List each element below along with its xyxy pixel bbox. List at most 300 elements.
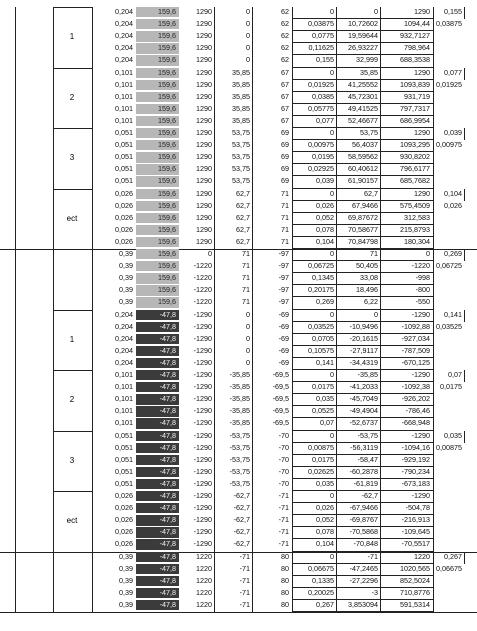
value-j-cell: 0 (426, 249, 430, 258)
table-row (0, 310, 477, 320)
value-i-cell: -61,819 (353, 478, 378, 488)
table-row (0, 394, 477, 404)
value-g-cell: 67 (281, 91, 289, 101)
thickness-cell: 0,026 (115, 515, 133, 525)
thickness-cell: 0,051 (115, 128, 133, 137)
value-j-cell: 852,5024 (400, 575, 430, 585)
summary-cell (434, 285, 464, 295)
value-g-cell: -69,5 (272, 418, 289, 428)
value-e-cell: -1220 (193, 285, 212, 295)
value-j-cell: -109,645 (401, 527, 430, 537)
sigma-cell: -47,8 (136, 346, 179, 356)
column-border (380, 249, 381, 310)
value-i-cell: -49,4904 (349, 406, 378, 416)
sigma-cell: 159,6 (136, 31, 179, 41)
value-i-cell: 3,853094 (348, 599, 378, 609)
value-f-cell: 62,7 (236, 212, 250, 222)
column-border (214, 128, 215, 189)
sigma-cell: 159,6 (136, 225, 179, 235)
thickness-cell: 0,101 (115, 67, 133, 77)
value-f-cell: 71 (242, 297, 250, 307)
sigma-cell: -47,8 (136, 358, 179, 368)
value-j-cell: -1094,16 (401, 442, 430, 452)
value-e-cell: -1290 (193, 527, 212, 537)
summary-cell (434, 455, 464, 465)
value-h-cell: 0,05775 (308, 103, 334, 113)
value-i-cell: 6,22 (364, 297, 378, 307)
table-row (0, 431, 477, 441)
sigma-cell: 159,6 (136, 189, 179, 199)
value-i-cell: 69,87672 (348, 212, 378, 222)
column-border (292, 189, 293, 250)
column-border (252, 189, 253, 250)
column-border (214, 68, 215, 129)
table-row (0, 346, 477, 356)
column-border (380, 128, 381, 189)
column-border (380, 310, 381, 371)
value-g-cell: -70 (278, 478, 289, 488)
value-i-cell: -70,848 (353, 539, 378, 549)
column-border (292, 68, 293, 129)
value-j-cell: -998 (415, 273, 430, 283)
column-border (336, 189, 337, 250)
value-g-cell: -71 (278, 527, 289, 537)
value-g-cell: -97 (278, 297, 289, 307)
sigma-cell: -47,8 (136, 443, 179, 453)
value-j-cell: 932,7127 (400, 31, 430, 41)
value-f-cell: -53,75 (229, 442, 250, 452)
sigma-cell: -47,8 (136, 310, 179, 320)
value-f-cell: 53,75 (232, 128, 250, 137)
value-h-cell: 0,078 (316, 527, 334, 537)
value-i-cell: 19,59644 (348, 31, 378, 41)
value-j-cell: 686,9954 (400, 115, 430, 125)
summary-cell (434, 467, 464, 477)
summary-cell: 0,039 (444, 128, 462, 137)
value-h-cell: 0,20175 (308, 285, 334, 295)
table-row (0, 189, 477, 199)
thickness-cell: 0,39 (119, 249, 133, 258)
column-border (336, 491, 337, 552)
sigma-cell: -47,8 (136, 527, 179, 537)
value-f-cell: 35,85 (232, 115, 250, 125)
sigma-cell: 159,6 (136, 237, 179, 247)
value-h-cell: 0 (330, 188, 334, 198)
value-j-cell: 1094,44 (404, 19, 430, 29)
value-g-cell: -71 (278, 503, 289, 513)
sigma-cell: 159,6 (136, 104, 179, 114)
sigma-cell: -47,8 (136, 394, 179, 404)
table-row (0, 201, 477, 211)
section-label: 1 (69, 32, 75, 42)
value-j-cell: 930,8202 (400, 152, 430, 162)
column-border (380, 189, 381, 250)
value-e-cell: -1290 (193, 503, 212, 513)
column-border (292, 128, 293, 189)
value-i-cell: 10,72602 (348, 19, 378, 29)
summary-marker (464, 552, 465, 564)
sigma-cell: 159,6 (136, 68, 179, 78)
value-j-cell: -787,509 (401, 345, 430, 355)
value-g-cell: -71 (278, 515, 289, 525)
thickness-cell: 0,051 (115, 152, 133, 162)
summary-cell (434, 491, 464, 501)
value-g-cell: -97 (278, 273, 289, 283)
section-label: 3 (69, 153, 75, 163)
value-j-cell: 1290 (414, 67, 430, 77)
value-e-cell: 1290 (196, 140, 212, 150)
thickness-cell: 0,026 (115, 236, 133, 246)
thickness-cell: 0,101 (115, 394, 133, 404)
column-border (252, 249, 253, 310)
thickness-cell: 0,101 (115, 370, 133, 379)
value-j-cell: -926,202 (401, 394, 430, 404)
value-e-cell: 1220 (196, 587, 212, 597)
value-h-cell: 0,1345 (312, 273, 334, 283)
value-i-cell: -67,9466 (349, 503, 378, 513)
table-row (0, 80, 477, 90)
value-j-cell: 931,719 (404, 91, 430, 101)
value-e-cell: 1290 (196, 128, 212, 137)
summary-cell (434, 297, 464, 307)
table-row (0, 515, 477, 525)
value-h-cell: 0,269 (316, 297, 334, 307)
column-border (336, 431, 337, 492)
table-row (0, 152, 477, 162)
sigma-cell: 159,6 (136, 285, 179, 295)
value-e-cell: -1220 (193, 261, 212, 271)
value-i-cell: 70,58677 (348, 224, 378, 234)
sigma-cell: 159,6 (136, 92, 179, 102)
summary-cell (434, 104, 464, 114)
value-e-cell: 1220 (196, 599, 212, 609)
column-border (336, 68, 337, 129)
column-border (292, 431, 293, 492)
value-e-cell: -1290 (193, 333, 212, 343)
value-j-cell: -504,78 (405, 503, 430, 513)
column-border (292, 370, 293, 431)
value-i-cell: -58,47 (357, 454, 378, 464)
sigma-cell: 159,6 (136, 80, 179, 90)
table-row (0, 297, 477, 307)
value-h-cell: 0,1335 (312, 575, 334, 585)
sigma-cell: 159,6 (136, 249, 179, 259)
value-h-cell: 0 (330, 128, 334, 137)
table-row (0, 322, 477, 332)
value-f-cell: 53,75 (232, 164, 250, 174)
value-h-cell: 0,02925 (308, 164, 334, 174)
summary-cell (434, 152, 464, 162)
value-i-cell: 32,999 (356, 55, 378, 65)
value-f-cell: 71 (242, 249, 250, 258)
column-border (214, 7, 215, 68)
summary-cell (434, 418, 464, 428)
thickness-cell: 0,026 (115, 200, 133, 210)
summary-cell: 0,077 (444, 67, 462, 77)
summary-cell (434, 406, 464, 416)
value-i-cell: 60,40612 (348, 164, 378, 174)
summary-cell (434, 394, 464, 404)
summary-cell (434, 213, 464, 223)
summary-cell: 0,06675 (436, 563, 462, 573)
column-border (214, 370, 215, 431)
thickness-cell: 0,204 (115, 43, 133, 53)
value-j-cell: 798,964 (404, 43, 430, 53)
sigma-cell: -47,8 (136, 539, 179, 549)
thickness-cell: 0,39 (119, 551, 133, 561)
table-row (0, 31, 477, 41)
table-row (0, 527, 477, 537)
column-border (433, 310, 434, 371)
thickness-cell: 0,39 (119, 285, 133, 295)
value-i-cell: 41,25552 (348, 79, 378, 89)
column-border (433, 68, 434, 129)
column-border (214, 249, 215, 310)
summary-marker (464, 249, 465, 261)
value-j-cell: 685,7682 (400, 176, 430, 186)
outer-left-border (15, 7, 16, 612)
value-g-cell: -69,5 (272, 394, 289, 404)
value-e-cell: -1290 (193, 370, 212, 379)
column-border (214, 431, 215, 492)
sigma-cell: -47,8 (136, 515, 179, 525)
table-row (0, 273, 477, 283)
summary-cell (434, 515, 464, 525)
summary-cell: 0,035 (444, 430, 462, 440)
value-h-cell: 0,155 (316, 55, 334, 65)
column-border (433, 7, 434, 68)
value-j-cell: -1290 (411, 430, 430, 440)
value-g-cell: 62 (281, 31, 289, 41)
value-f-cell: 0 (246, 55, 250, 65)
value-j-cell: 180,304 (404, 236, 430, 246)
sigma-cell: -47,8 (136, 455, 179, 465)
value-h-cell: 0,0175 (312, 454, 334, 464)
value-g-cell: 71 (281, 188, 289, 198)
value-g-cell: 80 (281, 563, 289, 573)
summary-cell (434, 576, 464, 586)
value-h-cell: 0,078 (316, 224, 334, 234)
value-g-cell: 69 (281, 164, 289, 174)
summary-cell (434, 164, 464, 174)
value-f-cell: -62,7 (233, 527, 250, 537)
table-row (0, 213, 477, 223)
thickness-cell: 0,39 (119, 575, 133, 585)
thickness-cell: 0,204 (115, 345, 133, 355)
column-border (292, 7, 293, 68)
column-border (252, 7, 253, 68)
thickness-cell: 0,051 (115, 466, 133, 476)
value-h-cell: 0,0705 (312, 333, 334, 343)
column-border (336, 552, 337, 613)
table-row (0, 92, 477, 102)
value-e-cell: 1290 (196, 115, 212, 125)
value-e-cell: 1290 (196, 224, 212, 234)
value-j-cell: -786,46 (405, 406, 430, 416)
value-j-cell: -927,034 (401, 333, 430, 343)
value-f-cell: -71 (239, 587, 250, 597)
value-f-cell: 0 (246, 31, 250, 41)
value-g-cell: 62 (281, 7, 289, 16)
value-f-cell: -62,7 (233, 515, 250, 525)
value-e-cell: 1290 (196, 103, 212, 113)
value-i-cell: 71 (370, 249, 378, 258)
value-f-cell: 71 (242, 285, 250, 295)
value-j-cell: 1290 (414, 128, 430, 137)
summary-marker (464, 68, 465, 80)
thickness-cell: 0,051 (115, 176, 133, 186)
value-h-cell: 0 (330, 309, 334, 319)
sigma-cell: -47,8 (136, 503, 179, 513)
value-h-cell: 0 (330, 491, 334, 500)
column-border (336, 249, 337, 310)
sigma-cell: 159,6 (136, 152, 179, 162)
value-e-cell: -1290 (193, 394, 212, 404)
thickness-cell: 0,026 (115, 539, 133, 549)
column-border (252, 128, 253, 189)
value-e-cell: 1290 (196, 188, 212, 198)
value-i-cell: -10,9496 (349, 321, 378, 331)
value-f-cell: 35,85 (232, 91, 250, 101)
sigma-cell: -47,8 (136, 334, 179, 344)
value-i-cell: -34,4319 (349, 357, 378, 367)
value-i-cell: -35,85 (357, 370, 378, 379)
value-h-cell: 0,06725 (308, 261, 334, 271)
value-h-cell: 0,104 (316, 236, 334, 246)
value-h-cell: 0,0525 (312, 406, 334, 416)
value-e-cell: -1290 (193, 309, 212, 319)
value-h-cell: 0,052 (316, 515, 334, 525)
value-h-cell: 0,07 (320, 418, 334, 428)
value-f-cell: -35,85 (229, 370, 250, 379)
value-i-cell: 45,72301 (348, 91, 378, 101)
value-h-cell: 0,02625 (308, 466, 334, 476)
value-i-cell: 58,59562 (348, 152, 378, 162)
value-f-cell: 0 (246, 333, 250, 343)
value-i-cell: -56,3119 (350, 442, 378, 452)
value-h-cell: 0,00875 (308, 442, 334, 452)
sigma-cell: 159,6 (136, 213, 179, 223)
value-f-cell: -35,85 (229, 382, 250, 392)
value-f-cell: -62,7 (233, 491, 250, 500)
sigma-cell: 159,6 (136, 7, 179, 17)
value-i-cell: 35,85 (360, 67, 378, 77)
section-label: ect (66, 213, 78, 223)
summary-cell (434, 55, 464, 65)
value-g-cell: -97 (278, 261, 289, 271)
value-g-cell: 67 (281, 103, 289, 113)
summary-cell: 0,104 (444, 188, 462, 198)
value-g-cell: 62 (281, 19, 289, 29)
summary-cell (434, 116, 464, 126)
value-f-cell: -62,7 (233, 539, 250, 549)
summary-cell (434, 503, 464, 513)
thickness-cell: 0,026 (115, 224, 133, 234)
column-border (252, 491, 253, 552)
sigma-cell: -47,8 (136, 322, 179, 332)
value-i-cell: -62,7 (361, 491, 378, 500)
thickness-cell: 0,051 (115, 478, 133, 488)
value-g-cell: -69 (278, 345, 289, 355)
column-border (433, 552, 434, 613)
column-border (252, 431, 253, 492)
sigma-cell: 159,6 (136, 55, 179, 65)
value-j-cell: 710,8776 (400, 587, 430, 597)
value-i-cell: 18,496 (356, 285, 378, 295)
column-border (380, 370, 381, 431)
value-g-cell: 67 (281, 115, 289, 125)
value-j-cell: -216,913 (401, 515, 430, 525)
column-border (380, 491, 381, 552)
column-border (433, 249, 434, 310)
column-border (292, 249, 293, 310)
thickness-cell: 0,051 (115, 164, 133, 174)
summary-marker (464, 189, 465, 201)
summary-cell: 0,00875 (436, 442, 462, 452)
table-row (0, 128, 477, 138)
sigma-cell: -47,8 (136, 467, 179, 477)
value-h-cell: 0,03875 (308, 19, 334, 29)
value-e-cell: 1290 (196, 31, 212, 41)
table-row (0, 43, 477, 53)
value-g-cell: -70 (278, 466, 289, 476)
value-f-cell: -35,85 (229, 394, 250, 404)
value-h-cell: 0,0175 (312, 382, 334, 392)
value-g-cell: 71 (281, 212, 289, 222)
thickness-cell: 0,39 (119, 587, 133, 597)
value-e-cell: 1290 (196, 164, 212, 174)
sigma-cell: 159,6 (136, 43, 179, 53)
value-i-cell: 49,41525 (348, 103, 378, 113)
column-border (433, 128, 434, 189)
value-f-cell: 35,85 (232, 79, 250, 89)
table-row (0, 68, 477, 78)
value-f-cell: -53,75 (229, 466, 250, 476)
thickness-cell: 0,051 (115, 140, 133, 150)
value-e-cell: -1290 (193, 454, 212, 464)
value-h-cell: 0 (330, 67, 334, 77)
bottom-border (0, 612, 477, 613)
value-i-cell: 26,93227 (348, 43, 378, 53)
value-e-cell: 1290 (196, 7, 212, 16)
value-f-cell: -71 (239, 551, 250, 561)
table-row (0, 140, 477, 150)
value-h-cell: 0,104 (316, 539, 334, 549)
table-row (0, 576, 477, 586)
value-i-cell: -27,2296 (349, 575, 378, 585)
value-j-cell: 1290 (414, 7, 430, 16)
value-g-cell: -97 (278, 249, 289, 258)
value-j-cell: -670,125 (401, 357, 430, 367)
sigma-cell: -47,8 (136, 370, 179, 380)
table-row (0, 503, 477, 513)
column-border (292, 491, 293, 552)
column-border (292, 310, 293, 371)
value-g-cell: 69 (281, 176, 289, 186)
value-j-cell: -1290 (411, 309, 430, 319)
summary-marker (464, 7, 465, 19)
table-row (0, 479, 477, 489)
value-j-cell: -673,183 (401, 478, 430, 488)
thickness-cell: 0,204 (115, 357, 133, 367)
value-j-cell: -1092,88 (401, 321, 430, 331)
section-label: 2 (69, 395, 75, 405)
thickness-cell: 0,051 (115, 442, 133, 452)
value-f-cell: -62,7 (233, 503, 250, 513)
column-border (336, 128, 337, 189)
summary-cell (434, 539, 464, 549)
value-j-cell: -1290 (411, 370, 430, 379)
